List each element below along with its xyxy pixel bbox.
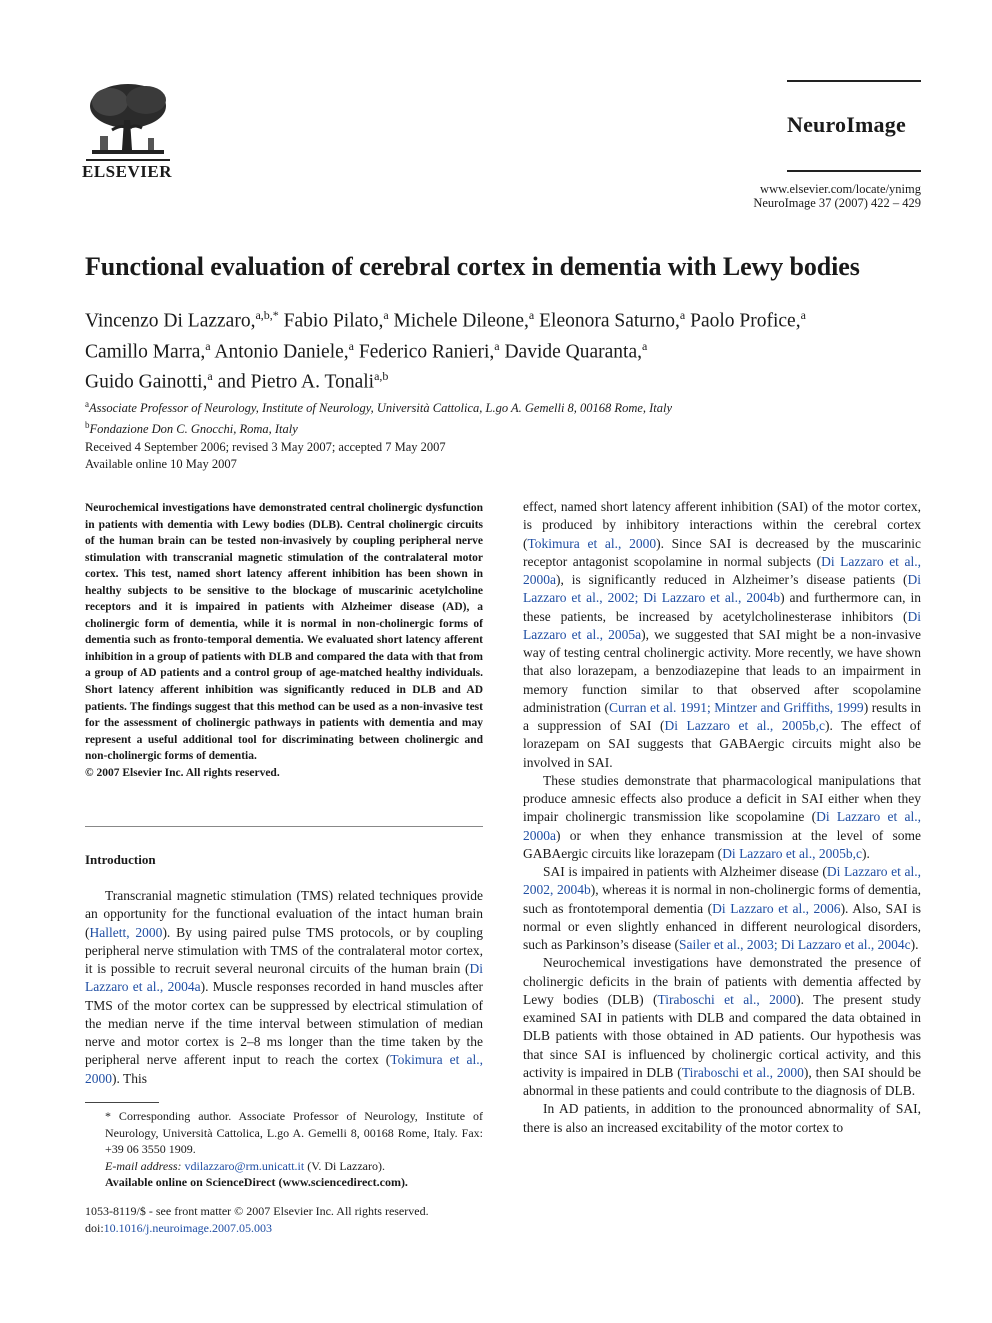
paragraph-text: In AD patients, in addition to the pronounced abnormality of SAI, there is also an increased excitability of the motor cortex to	[523, 1101, 921, 1135]
journal-url[interactable]: www.elsevier.com/locate/ynimg	[760, 182, 921, 196]
author-affiliation-mark: a	[383, 308, 389, 322]
abstract-text: Neurochemical investigations have demonstrated central cholinergic dysfunction in patients with dementia with Lewy bodies (DLB). Central cholinergic circuits of the human brain can be tested non-invasively by coupling peripheral nerve stimulation with transcranial magnetic stimulation of the contralateral motor cortex. This test, named short latency afferent inhibition has been shown in healthy subjects to be sensitive to the blockage of muscarinic acetylcholine receptors and it is impaired in patients with Alzheimer disease (AD), a cholinergic form of dementia, while it is normal in non-cholinergic forms of dementia such as fronto-temporal dementia. We evaluated short latency afferent inhibition in a group of patients with DLB and compared the data with that from a group of AD patients and a control group of age-matched healthy individuals. Short latency afferent inhibition was significantly reduced in DLB and AD patients. The findings suggest that this method can be used as a non-invasive test for the assessment of cholinergic pathways in patients with dementia and may represent a useful additional tool for discriminating between cholinergic and non-cholinergic forms of dementia.	[85, 502, 483, 763]
author-affiliation-mark: a	[528, 308, 535, 322]
right-column-body	[523, 498, 921, 1137]
email-line	[85, 1158, 483, 1175]
affiliation-text: Associate Professor of Neurology, Institute of Neurology, Università Cattolica, L.go A. Gemelli 8, 00168 Rome, Italy	[89, 401, 673, 416]
journal-title: NeuroImage	[787, 112, 906, 137]
paragraph-text: Transcranial magnetic stimulation (TMS) related techniques provide an opportunity for the functional evaluation of the intact human brain (	[85, 888, 483, 940]
author-affiliation-mark: a	[641, 338, 648, 353]
author-affiliation-mark: a	[494, 338, 500, 353]
paragraph-text: ). The present study examined SAI in patients with DLB and compared the data obtained in DLB patients with those obtained in AD patients. Our hypothesis was that since SAI is influenced by cholinergic cortical activity, and this activity is impaired in DLB (	[523, 991, 921, 1080]
author-name: Davide Quaranta,	[504, 341, 642, 362]
paragraph-text: ), we suggested that SAI might be a non-invasive way of testing central cholinergic activity. More recently, we have shown that also lorazepam, a benzodiazepine that leads to an impairment in memory function similar to that observed after scopolamine administration (	[523, 626, 921, 715]
paragraph-text: ), whereas it is normal in non-cholinergic forms of dementia, such as frontotemporal dementia (	[523, 882, 921, 916]
paragraph-text: ). The effect of lorazepam on SAI suggests that GABAergic circuits might also be involved in SAI.	[523, 718, 921, 770]
affiliation-line	[85, 396, 672, 417]
paragraph-text: ). Since SAI is decreased by the muscarinic receptor antagonist scopolamine in normal subjects (	[523, 535, 921, 569]
author-name: Fabio Pilato,	[283, 310, 384, 332]
section-heading-introduction: Introduction	[85, 852, 156, 867]
elsevier-tree-icon	[82, 80, 174, 166]
affiliation-line	[85, 417, 672, 438]
doi-link[interactable]: 10.1016/j.neuroimage.2007.05.003	[103, 1221, 272, 1235]
author-name: Vincenzo Di Lazzaro,	[85, 310, 256, 332]
footnote-divider	[85, 1102, 159, 1103]
body-paragraph	[523, 954, 921, 1100]
citation-link[interactable]: Di Lazzaro et al., 2006	[712, 900, 841, 916]
author-list	[85, 303, 925, 395]
author-affiliation-mark: a	[800, 308, 806, 322]
paragraph-text: ). Muscle responses recorded in hand muscles after TMS of the motor cortex can be suppressed by electrical stimulation of the median nerve if the time interval between stimulation of median nerve and motor cortex is 2–8 ms longer than the time taken by the peripheral nerve afferent input to reach the cortex (	[85, 979, 484, 1068]
citation-link[interactable]: Di Lazzaro et al., 2002, 2004b	[523, 864, 921, 898]
citation-link[interactable]: Tiraboschi et al., 2000	[657, 991, 797, 1007]
citation-link[interactable]: Di Lazzaro et al., 2005a	[523, 608, 921, 642]
issn-block	[85, 1203, 429, 1237]
paragraph-text: ), is significantly reduced in Alzheimer’s disease patients (	[556, 572, 908, 587]
footnote	[85, 1108, 483, 1191]
paragraph-text: ), then SAI should be abnormal in these patients and could contribute to the diagnosis of DLB.	[523, 1064, 921, 1098]
author-affiliation-mark: a	[348, 338, 354, 353]
author-name: Camillo Marra,	[85, 341, 206, 362]
article-title: Functional evaluation of cerebral cortex in dementia with Lewy bodies	[85, 252, 860, 281]
paragraph-text: ).	[862, 845, 870, 861]
body-paragraph	[523, 772, 921, 863]
email-link[interactable]: vdilazzaro@rm.unicatt.it	[184, 1158, 305, 1173]
paragraph-text: ) and furthermore can, in these patients, be increased by acetylcholinesterase inhibitors (	[523, 590, 921, 624]
citation-link[interactable]: Hallett, 2000	[89, 924, 163, 940]
header-rule-bottom	[787, 170, 921, 172]
paragraph-text: effect, named short latency afferent inhibition (SAI) of the motor cortex, is produced by inhibitory interactions within the cerebral cortex (	[523, 499, 921, 551]
abstract	[85, 500, 483, 781]
author-name: Guido Gainotti,	[85, 371, 208, 393]
paragraph-text: ).	[910, 937, 919, 952]
affiliation-mark: a	[85, 399, 89, 409]
affiliation-text: Fondazione Don C. Gnocchi, Roma, Italy	[89, 422, 298, 437]
header-rule-top	[787, 80, 921, 82]
affiliations	[85, 396, 672, 438]
author-affiliation-mark: a	[205, 338, 211, 353]
abstract-copyright: © 2007 Elsevier Inc. All rights reserved.	[85, 766, 280, 779]
received-dates: Received 4 September 2006; revised 3 May 2007; accepted 7 May 2007	[85, 440, 446, 454]
citation-link[interactable]: Di Lazzaro et al., 2000a	[523, 553, 921, 587]
paragraph-text: ) or when they enhance transmission at the level of some GABAergic circuits like lorazepam (	[523, 827, 921, 861]
article-dates	[85, 439, 446, 473]
available-online-date: Available online 10 May 2007	[85, 457, 237, 471]
citation-link[interactable]: Di Lazzaro et al., 2004a	[85, 961, 483, 995]
doi-line	[85, 1220, 429, 1237]
citation-link[interactable]: Di Lazzaro et al., 2000a	[523, 809, 921, 843]
author-affiliation-mark: a	[207, 369, 213, 383]
author-name: Paolo Profice,	[690, 310, 801, 332]
citation-link[interactable]: Di Lazzaro et al., 2005b,c	[664, 718, 825, 733]
paragraph-text: ). By using paired pulse TMS protocols, or by coupling peripheral nerve stimulation with TMS of the contralateral motor cortex, it is possible to recruit several neuronal circuits of the human brain (	[85, 924, 483, 976]
citation-link[interactable]: Curran et al. 1991; Mintzer and Griffiths, 1999	[609, 699, 864, 715]
paragraph-text: ) results in a suppression of SAI (	[523, 699, 921, 733]
paragraph-text: These studies demonstrate that pharmacological manipulations that produce amnesic effects also produce a deficit in SAI either when they impair cholinergic transmission like scopolamine (	[523, 772, 921, 825]
author-affiliation-mark: a	[679, 308, 686, 322]
doi-label: doi:	[85, 1221, 104, 1235]
email-suffix: (V. Di Lazzaro).	[307, 1158, 385, 1173]
sciencedirect-note: Available online on ScienceDirect (www.sciencedirect.com).	[105, 1175, 408, 1189]
paragraph-text: SAI is impaired in patients with Alzheimer disease (	[543, 864, 827, 879]
publisher-name: ELSEVIER	[82, 162, 172, 181]
author-name: Eleonora Saturno,	[539, 310, 680, 332]
abstract-divider	[85, 826, 483, 827]
citation-link[interactable]: Tokimura et al., 2000	[85, 1052, 483, 1086]
author-affiliation-mark: a,b,*	[255, 308, 279, 322]
author-affiliation-mark: a,b	[374, 369, 389, 383]
paragraph-text: Neurochemical investigations have demonstrated the presence of cholinergic deficits in the brain of patients with dementia affected by Lewy bodies (DLB) (	[523, 955, 921, 1007]
left-column-body	[85, 887, 483, 1088]
author-name: Antonio Daniele,	[214, 341, 349, 362]
email-label: E-mail address:	[105, 1158, 182, 1173]
body-paragraph	[85, 887, 483, 1088]
citation-link[interactable]: Sailer et al., 2003; Di Lazzaro et al., 2004c	[678, 937, 911, 952]
body-paragraph	[523, 863, 921, 954]
body-paragraph	[523, 1100, 921, 1137]
journal-citation: NeuroImage 37 (2007) 422 – 429	[753, 196, 921, 210]
author-name: and Pietro A. Tonali	[217, 371, 375, 393]
affiliation-mark: b	[85, 420, 90, 431]
paragraph-text: ). This	[112, 1070, 148, 1086]
citation-link[interactable]: Tokimura et al., 2000	[527, 535, 657, 551]
author-name: Michele Dileone,	[393, 310, 529, 332]
author-name: Federico Ranieri,	[358, 341, 495, 362]
corresponding-author-note: * Corresponding author. Associate Professor of Neurology, Institute of Neurology, Università Cattolica, L.go A. Gemelli 8, 00168 Rome, Italy. Fax: +39 06 3550 1909.	[105, 1109, 483, 1156]
issn-line: 1053-8119/$ - see front matter © 2007 Elsevier Inc. All rights reserved.	[85, 1204, 429, 1218]
paragraph-text: ). Also, SAI is normal or even slightly enhanced in different neurological disorders, such as Parkinson’s disease (	[523, 900, 921, 952]
body-paragraph	[523, 498, 921, 772]
citation-link[interactable]: Di Lazzaro et al., 2005b,c	[722, 845, 862, 861]
citation-link[interactable]: Di Lazzaro et al., 2002; Di Lazzaro et al., 2004b	[523, 572, 921, 606]
citation-link[interactable]: Tiraboschi et al., 2000	[681, 1064, 804, 1080]
